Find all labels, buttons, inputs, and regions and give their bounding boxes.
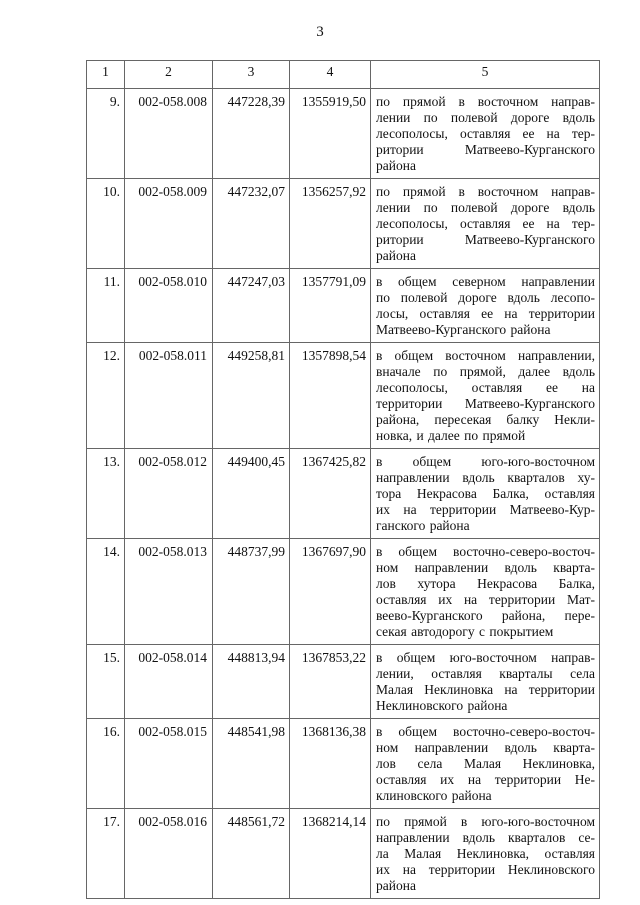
table-row [87,89,600,179]
description-line: веево-Курганского района, пере- [376,608,595,623]
column-header-3: 3 [213,61,290,89]
coordinate-x: 449400,45 [213,449,290,539]
row-number: 15. [87,645,125,719]
description-line: их на территории Неклиновского [376,862,595,877]
coordinate-y: 1357898,54 [290,343,371,449]
boundary-points-table [86,60,600,899]
description-line: ном направлении вдоль квартa- [376,740,595,755]
coordinate-y: 1367425,82 [290,449,371,539]
boundary-description [371,269,600,343]
description-line: ла Малая Неклиновка, оставляя [376,846,595,861]
row-number: 17. [87,809,125,899]
coordinate-x: 449258,81 [213,343,290,449]
table-row [87,449,600,539]
coordinate-x: 447232,07 [213,179,290,269]
description-line: района [376,248,416,263]
table-row [87,269,600,343]
table-body [87,89,600,899]
description-line: в общем восточном направлении, [376,348,595,363]
table-row [87,343,600,449]
description-line: лесополосы, оставляя ее на [376,380,595,395]
description-line: лении, оставляя кварталы села [376,666,595,681]
point-code: 002-058.014 [125,645,213,719]
table-row [87,719,600,809]
description-line: лении по полевой дороге вдоль [376,110,595,125]
description-line: района [376,158,416,173]
description-line: Неклиновского района [376,698,508,713]
description-line: лесополосы, оставляя ее на тер- [376,126,595,141]
point-code: 002-058.010 [125,269,213,343]
point-code: 002-058.011 [125,343,213,449]
description-line: лесополосы, оставляя ее на тер- [376,216,595,231]
boundary-description [371,179,600,269]
description-line: ритории Матвеево-Курганского [376,232,595,247]
coordinate-y: 1367697,90 [290,539,371,645]
point-code: 002-058.016 [125,809,213,899]
description-line: лении по полевой дороге вдоль [376,200,595,215]
row-number: 16. [87,719,125,809]
description-line: их на территории Матвеево-Кур- [376,502,595,517]
description-line: в общем восточно-северо-восточ- [376,724,595,739]
point-code: 002-058.013 [125,539,213,645]
row-number: 13. [87,449,125,539]
boundary-description [371,809,600,899]
boundary-description [371,539,600,645]
description-line: в общем юго-юго-восточном [376,454,595,469]
column-header-1: 1 [87,61,125,89]
column-header-5: 5 [371,61,600,89]
description-line: района [376,878,416,893]
description-line: лов хутора Некрасова Балка, [376,576,595,591]
row-number: 12. [87,343,125,449]
coordinate-x: 448813,94 [213,645,290,719]
description-line: по прямой в юго-юго-восточном [376,814,595,829]
description-line: оставляя их на территории Мат- [376,592,595,607]
boundary-description [371,645,600,719]
coordinate-x: 447228,39 [213,89,290,179]
description-line: ритории Матвеево-Курганского [376,142,595,157]
description-line: лосы, оставляя ее на территории [376,306,595,321]
description-line: направлении вдоль кварталов се- [376,830,595,845]
column-header-4: 4 [290,61,371,89]
coordinate-x: 448561,72 [213,809,290,899]
description-line: района, пересекая балку Некли- [376,412,595,427]
description-line: в общем восточно-северо-восточ- [376,544,595,559]
description-line: новка, и далее по прямой [376,428,526,443]
description-line: вначале по прямой, далее вдоль [376,364,595,379]
coordinate-x: 447247,03 [213,269,290,343]
description-line: территории Матвеево-Курганского [376,396,595,411]
table-row [87,809,600,899]
row-number: 11. [87,269,125,343]
description-line: секая автодорогу с покрытием [376,624,554,639]
description-line: ном направлении вдоль квартa- [376,560,595,575]
table-row [87,179,600,269]
description-line: по прямой в восточном направ- [376,184,595,199]
table-row [87,539,600,645]
boundary-description [371,449,600,539]
coordinate-x: 448737,99 [213,539,290,645]
coordinate-y: 1356257,92 [290,179,371,269]
point-code: 002-058.009 [125,179,213,269]
description-line: лов села Малая Неклиновка, [376,756,595,771]
description-line: Матвеево-Курганского района [376,322,551,337]
description-line: по прямой в восточном направ- [376,94,595,109]
boundary-description [371,719,600,809]
description-line: ганского района [376,518,470,533]
boundary-description [371,89,600,179]
row-number: 10. [87,179,125,269]
description-line: в общем северном направлении [376,274,595,289]
description-line: в общем юго-восточном направ- [376,650,595,665]
point-code: 002-058.012 [125,449,213,539]
coordinate-y: 1357791,09 [290,269,371,343]
description-line: клиновского района [376,788,492,803]
coordinate-y: 1368136,38 [290,719,371,809]
description-line: тора Некрасова Балка, оставляя [376,486,595,501]
row-number: 9. [87,89,125,179]
row-number: 14. [87,539,125,645]
coordinate-y: 1367853,22 [290,645,371,719]
column-header-2: 2 [125,61,213,89]
point-code: 002-058.008 [125,89,213,179]
description-line: оставляя их на территории Не- [376,772,595,787]
page-number: 3 [316,24,324,40]
coordinate-y: 1355919,50 [290,89,371,179]
point-code: 002-058.015 [125,719,213,809]
description-line: направлении вдоль кварталов ху- [376,470,595,485]
boundary-description [371,343,600,449]
coordinate-x: 448541,98 [213,719,290,809]
coordinate-y: 1368214,14 [290,809,371,899]
description-line: Малая Неклиновка на территории [376,682,595,697]
description-line: по полевой дороге вдоль лесопо- [376,290,595,305]
table-row [87,645,600,719]
table-header-row [87,61,600,89]
